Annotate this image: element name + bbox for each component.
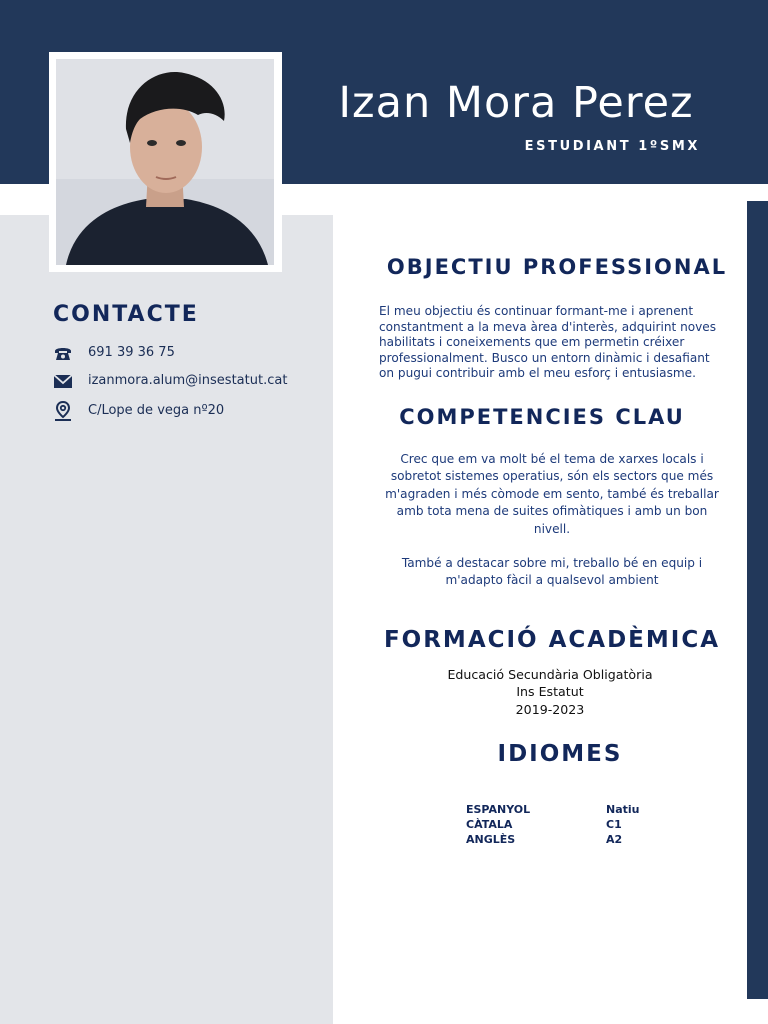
contact-phone: 691 39 36 75 — [88, 345, 175, 360]
skills-paragraph-2: També a destacar sobre mi, treballo bé en equip i m'adapto fàcil a qualsevol ambient — [401, 556, 703, 588]
objective-text: El meu objectiu és continuar formant-me i aprenent constantment a la meva àrea d'interès, adquirint noves habilitats i coneixements que em permetin créixer professionalment. Busco un entorn dinàmic i desafiant on pugui contribuir amb el meu esforç i entusiasme. — [379, 304, 717, 381]
sidebar-panel — [0, 215, 333, 1024]
language-row — [466, 802, 666, 817]
contact-title: CONTACTE — [53, 302, 199, 327]
skills-title: COMPETENCIES CLAU — [399, 405, 685, 429]
language-level: C1 — [606, 818, 622, 831]
skills-paragraph-1: Crec que em va molt bé el tema de xarxes locals i sobretot sistemes operatius, són els sectors que més m'agraden i més còmode em sento, també és treballar amb tota mena de suites ofimàtiques i amb un bon nivell. — [385, 452, 719, 536]
profile-photo — [56, 59, 274, 265]
phone-icon — [53, 343, 73, 363]
profile-photo-image — [56, 59, 274, 265]
contact-email-row — [53, 370, 288, 392]
language-name: ESPANYOL — [466, 803, 531, 816]
language-name: CÀTALA — [466, 818, 513, 831]
candidate-subtitle: ESTUDIANT 1ºSMX — [524, 139, 700, 154]
language-level: A2 — [606, 833, 623, 846]
contact-phone-row — [53, 342, 175, 364]
languages-table — [466, 802, 666, 847]
location-pin-icon — [53, 401, 73, 421]
education-block — [378, 666, 722, 718]
languages-title: IDIOMES — [497, 741, 623, 767]
education-title: FORMACIÓ ACADÈMICA — [383, 627, 721, 653]
language-name: ANGLÈS — [466, 833, 516, 846]
contact-address-row — [53, 400, 225, 422]
right-accent-bar — [747, 201, 768, 999]
education-school: Ins Estatut — [516, 684, 584, 700]
education-degree: Educació Secundària Obligatòria — [447, 667, 653, 682]
candidate-name: Izan Mora Perez — [338, 78, 694, 128]
education-years: 2019-2023 — [515, 701, 585, 717]
language-level: Natiu — [606, 803, 640, 816]
objective-title: OBJECTIU PROFESSIONAL — [386, 255, 728, 279]
contact-address: C/Lope de vega nº20 — [88, 403, 225, 418]
email-icon — [53, 371, 73, 391]
profile-photo-frame — [49, 52, 282, 272]
language-row — [466, 817, 666, 832]
contact-email[interactable]: izanmora.alum@insestatut.cat — [88, 373, 288, 388]
language-row — [466, 832, 666, 847]
